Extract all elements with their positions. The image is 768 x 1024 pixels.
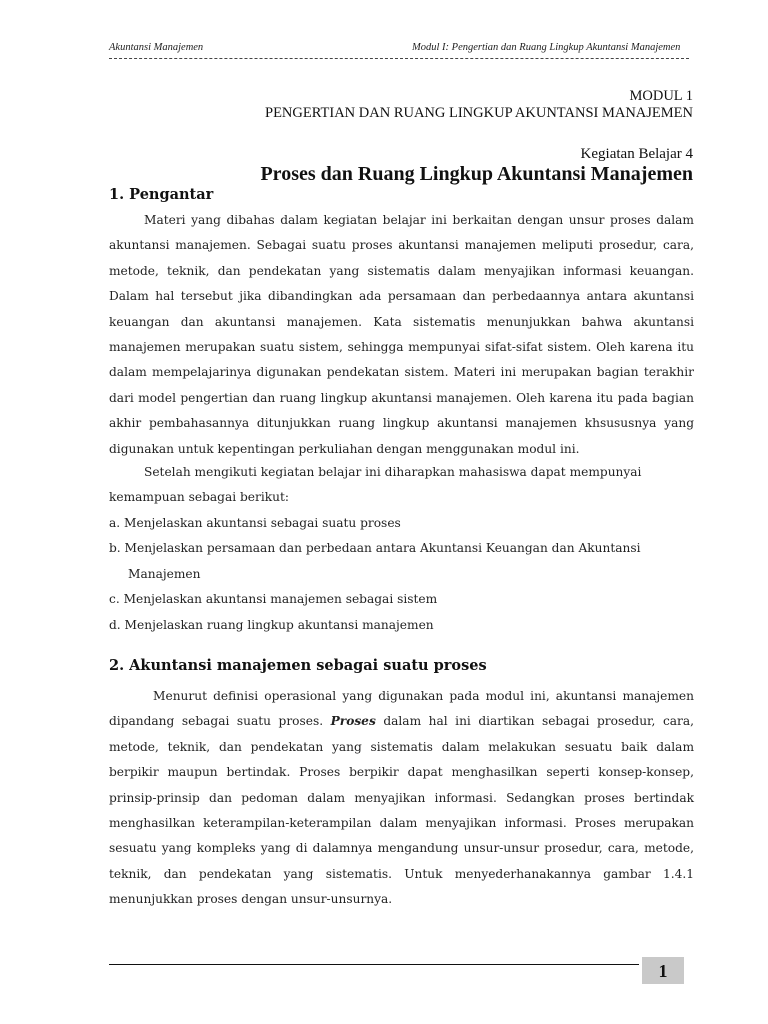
activity-title: Proses dan Ruang Lingkup Akuntansi Manajemen: [260, 163, 693, 185]
objectives-intro-cont: [109, 485, 694, 510]
list-item: [109, 587, 694, 612]
paragraph-text: Materi yang dibahas dalam kegiatan belajar ini berkaitan dengan unsur proses dalam akuntansi manajemen. Sebagai suatu proses akuntansi manajemen meliputi prosedur, cara, metode, teknik, dan pendekatan yang sistematis dalam menyajikan informasi keuangan. Dalam hal tersebut jika dibandingkan ada persamaan dan perbedaannya antara akuntansi keuangan dan akuntansi manajemen. Kata sistematis menunjukkan bahwa akuntansi manajemen merupakan suatu sistem, sehingga mempunyai sifat-sifat sistem. Oleh karena itu dalam mempelajarinya digunakan pendekatan sistem. Materi ini merupakan bagian terakhir dari model pengertian dan ruang lingkup akuntansi manajemen. Oleh karena itu pada bagian akhir pembahasannya ditunjukkan ruang lingkup akuntansi manajemen khsususnya yang digunakan untuk kepentingan perkuliahan dengan menggunakan modul ini.: [109, 213, 694, 456]
emphasized-term: Proses: [330, 714, 376, 729]
list-item-text: a. Menjelaskan akuntansi sebagai suatu proses: [109, 516, 401, 530]
section-heading-pengantar: 1. Pengantar: [109, 186, 214, 203]
paragraph-text-start: Menurut definisi operasional yang digunakan pada modul ini, akuntansi manajemen dipandang sebagai suatu proses.: [109, 689, 694, 729]
header-divider: [109, 58, 689, 59]
page-number: 1: [642, 957, 684, 984]
module-heading: [265, 88, 693, 122]
intro-paragraph: [109, 208, 694, 462]
footer-rule: [109, 964, 639, 965]
objectives-list: [109, 511, 694, 638]
list-item-continuation: Manajemen: [128, 566, 201, 581]
list-item-text: b. Menjelaskan persamaan dan perbedaan antara Akuntansi Keuangan dan Akuntansi: [109, 541, 641, 556]
list-item: [109, 511, 694, 536]
list-item-text: d. Menjelaskan ruang lingkup akuntansi manajemen: [109, 617, 434, 632]
paragraph-text-rest: dalam hal ini diartikan sebagai prosedur, cara, metode, teknik, dan pendekatan yang sistematis dalam melakukan sesuatu baik dalam berpikir maupun bertindak. Proses berpikir dapat menghasilkan seperti konsep-konsep, prinsip-prinsip dan pedoman dalam menyajikan informasi. Sedangkan proses bertindak menghasilkan keterampilan-keterampilan dalam menyajikan informasi. Proses merupakan sesuatu yang kompleks yang di dalamnya mengandung unsur-unsur prosedur, cara, metode, teknik, dan pendekatan yang sistematis. Untuk menyederhanakannya gambar 1.4.1 menunjukkan proses dengan unsur-unsurnya.: [109, 714, 694, 907]
objectives-intro: [109, 460, 694, 485]
module-label: MODUL 1: [629, 88, 693, 104]
objectives-intro-line: kemampuan sebagai berikut:: [109, 490, 289, 504]
process-paragraph: [109, 684, 694, 913]
list-item: [109, 613, 694, 638]
list-item: [109, 536, 694, 587]
objectives-intro-line: Setelah mengikuti kegiatan belajar ini diharapkan mahasiswa dapat mempunyai: [144, 465, 642, 479]
activity-label: Kegiatan Belajar 4: [580, 146, 693, 162]
running-header-right: Modul I: Pengertian dan Ruang Lingkup Akuntansi Manajemen: [412, 42, 681, 53]
module-title: PENGERTIAN DAN RUANG LINGKUP AKUNTANSI MANAJEMEN: [265, 105, 693, 121]
section-heading-proses: 2. Akuntansi manajemen sebagai suatu proses: [109, 657, 487, 674]
list-item-text: c. Menjelaskan akuntansi manajemen sebagai sistem: [109, 592, 438, 607]
paragraph-text: [109, 684, 694, 913]
running-header-left: Akuntansi Manajemen: [109, 42, 204, 53]
